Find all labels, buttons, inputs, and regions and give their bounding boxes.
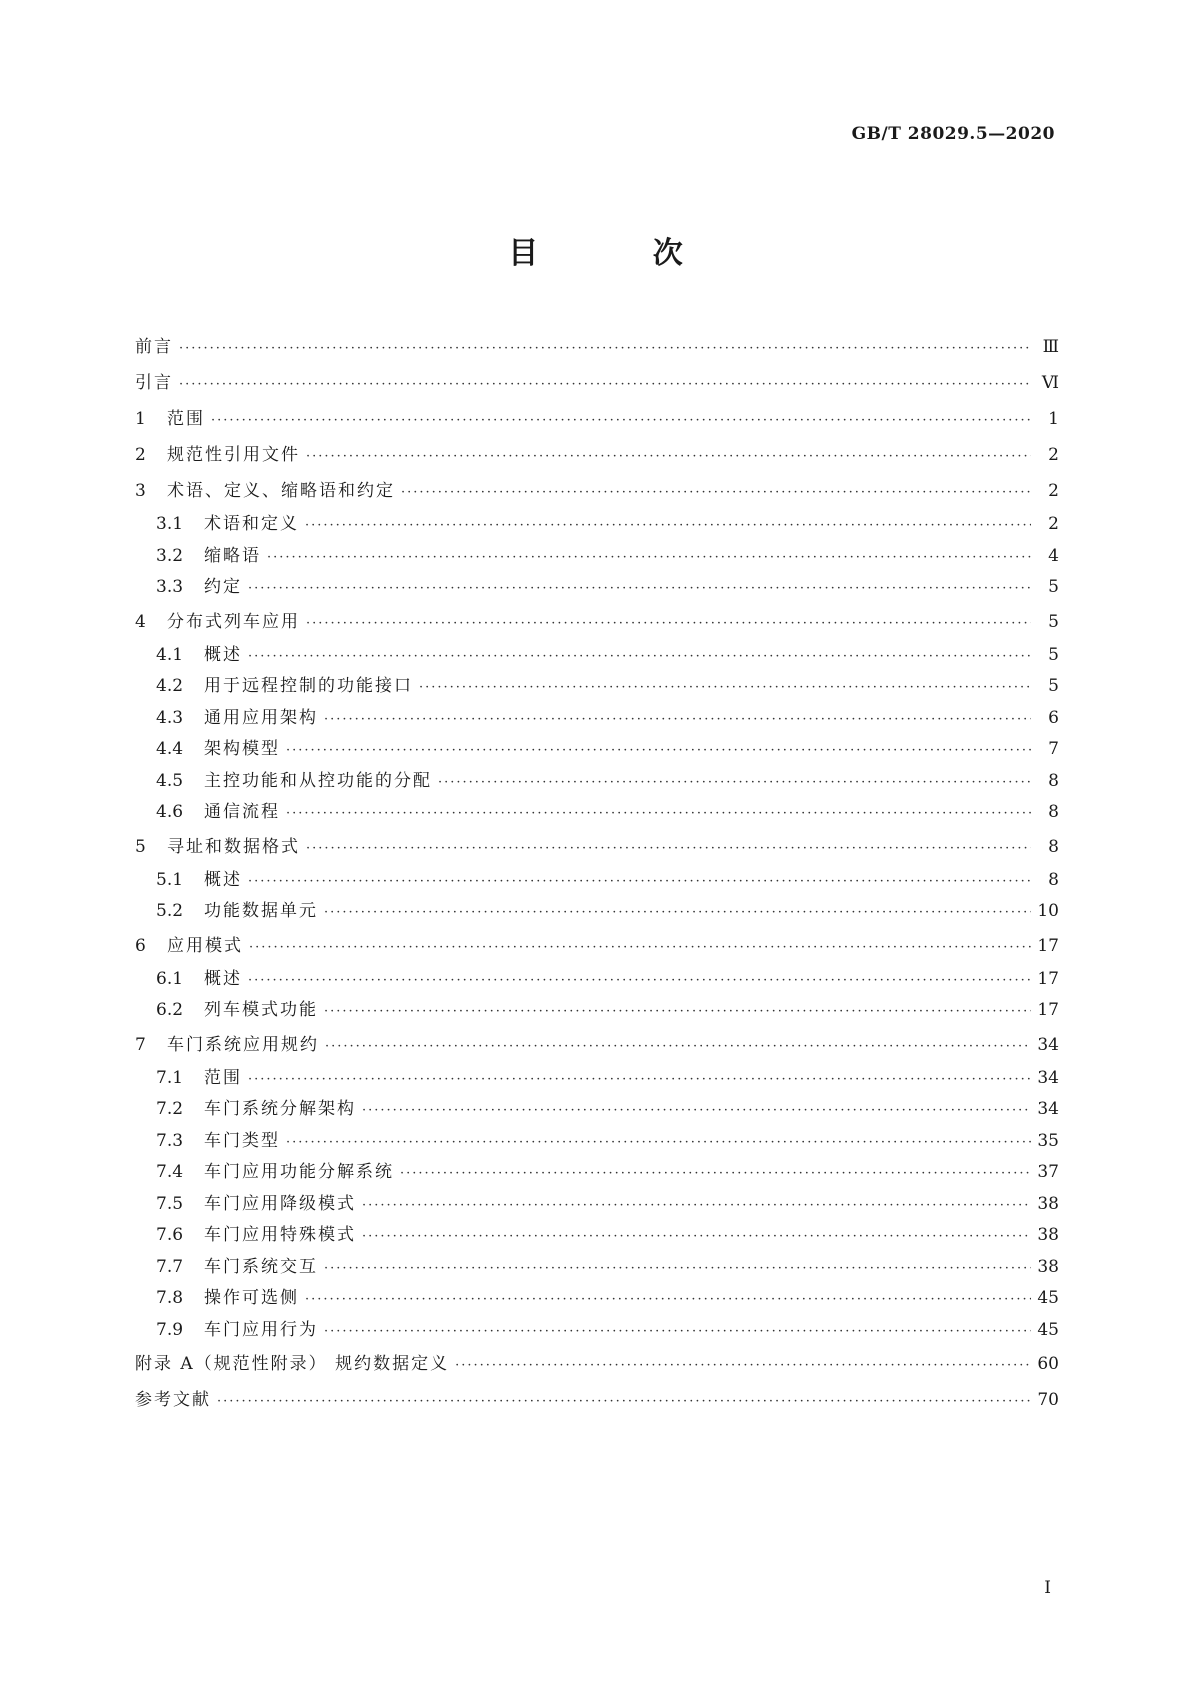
- dot-leader: [438, 767, 1031, 799]
- toc-entry-label: 概述: [204, 644, 242, 665]
- table-of-contents: [135, 329, 1059, 1418]
- toc-entry-page: 7: [1048, 739, 1059, 759]
- toc-entry-7-1[interactable]: [135, 1063, 1059, 1095]
- dot-leader: [362, 1190, 1031, 1222]
- dot-leader: [305, 510, 1031, 542]
- toc-entry-page: 8: [1048, 836, 1059, 857]
- toc-entry-5[interactable]: [135, 829, 1059, 865]
- toc-entry-4[interactable]: [135, 604, 1059, 640]
- dot-leader: [248, 641, 1031, 673]
- toc-entry-page: 2: [1048, 514, 1059, 534]
- toc-entry-number: 7.1: [156, 1067, 184, 1088]
- toc-entry-7-9[interactable]: [135, 1315, 1059, 1347]
- toc-entry-label: 车门系统应用规约: [167, 1034, 319, 1055]
- toc-entry-7-7[interactable]: [135, 1252, 1059, 1284]
- dot-leader: [324, 897, 1031, 929]
- toc-entry-page: 34: [1037, 1099, 1059, 1119]
- toc-entry-page: 35: [1037, 1130, 1059, 1151]
- toc-entry-page: 5: [1048, 644, 1059, 665]
- toc-entry-label: 车门应用功能分解系统: [204, 1162, 394, 1182]
- toc-entry-label: 缩略语: [204, 545, 261, 566]
- toc-entry-number: 6.1: [156, 968, 184, 989]
- toc-entry-page: 2: [1048, 445, 1059, 465]
- toc-entry-6-2[interactable]: [135, 995, 1059, 1027]
- toc-entry-label: 约定: [204, 577, 242, 597]
- toc-entry-number: 5.2: [156, 901, 184, 921]
- toc-entry-label: 术语、定义、缩略语和约定: [167, 481, 395, 501]
- toc-entry-page: 34: [1037, 1034, 1059, 1055]
- toc-entry-number: 3: [135, 481, 146, 501]
- dot-leader: [248, 965, 1031, 997]
- toc-entry-3-3[interactable]: [135, 572, 1059, 604]
- toc-entry-4-5[interactable]: [135, 766, 1059, 798]
- page-title: 目 次: [508, 236, 735, 271]
- dot-leader: [324, 1316, 1031, 1348]
- toc-entry-label: 列车模式功能: [204, 1000, 318, 1020]
- toc-entry-number: 7.7: [156, 1256, 184, 1277]
- toc-entry-7-8[interactable]: [135, 1283, 1059, 1315]
- toc-entry-label: 架构模型: [204, 739, 280, 759]
- toc-entry-5-2[interactable]: [135, 896, 1059, 928]
- toc-entry-page: 8: [1048, 869, 1059, 890]
- toc-entry-number: 4.6: [156, 802, 184, 822]
- toc-entry-label: 用于远程控制的功能接口: [204, 676, 413, 696]
- dot-leader: [455, 1348, 1031, 1384]
- toc-entry-page: 17: [1037, 968, 1059, 989]
- toc-entry-4-1[interactable]: [135, 640, 1059, 672]
- dot-leader: [400, 1158, 1031, 1190]
- toc-entry-3-2[interactable]: [135, 541, 1059, 573]
- dot-leader: [217, 1384, 1031, 1420]
- toc-entry-number: 2: [135, 445, 146, 465]
- toc-entry-page: 38: [1037, 1193, 1059, 1214]
- toc-entry-4-3[interactable]: [135, 703, 1059, 735]
- toc-entry-number: 4.1: [156, 644, 184, 665]
- toc-entry-page: 60: [1037, 1354, 1059, 1374]
- toc-entry-preface[interactable]: [135, 329, 1059, 365]
- toc-entry-bibliography[interactable]: [135, 1382, 1059, 1418]
- toc-entry-number: 5.1: [156, 869, 184, 890]
- toc-entry-4-6[interactable]: [135, 797, 1059, 829]
- toc-entry-page: 37: [1037, 1162, 1059, 1182]
- toc-entry-label: 车门应用行为: [204, 1319, 318, 1340]
- toc-entry-page: 8: [1048, 770, 1059, 791]
- toc-entry-number: 6.2: [156, 1000, 184, 1020]
- toc-entry-label: 参考文献: [135, 1390, 211, 1410]
- toc-entry-label: 规范性引用文件: [167, 445, 300, 465]
- dot-leader: [325, 1029, 1031, 1065]
- toc-entry-4-4[interactable]: [135, 734, 1059, 766]
- dot-leader: [248, 1064, 1031, 1096]
- toc-entry-label: 寻址和数据格式: [167, 836, 300, 857]
- toc-entry-6[interactable]: [135, 928, 1059, 964]
- toc-entry-label: 车门应用降级模式: [204, 1193, 356, 1214]
- toc-entry-number: 7: [135, 1034, 146, 1055]
- toc-entry-5-1[interactable]: [135, 865, 1059, 897]
- toc-entry-number: 7.9: [156, 1319, 184, 1340]
- dot-leader: [306, 606, 1031, 642]
- toc-entry-label: 范围: [204, 1067, 242, 1088]
- toc-entry-label: 引言: [135, 373, 173, 393]
- dot-leader: [286, 735, 1031, 767]
- toc-entry-number: 4.5: [156, 770, 184, 791]
- dot-leader: [248, 573, 1031, 605]
- toc-entry-7-6[interactable]: [135, 1220, 1059, 1252]
- toc-entry-page: 5: [1048, 611, 1059, 632]
- dot-leader: [306, 831, 1031, 867]
- toc-entry-label: 车门应用特殊模式: [204, 1225, 356, 1245]
- toc-entry-7-4[interactable]: [135, 1157, 1059, 1189]
- toc-entry-page: 34: [1037, 1067, 1059, 1088]
- toc-entry-label: 车门类型: [204, 1130, 280, 1151]
- toc-entry-page: 5: [1048, 577, 1059, 597]
- toc-entry-page: 2: [1048, 481, 1059, 501]
- toc-entry-7-2[interactable]: [135, 1094, 1059, 1126]
- toc-entry-page: 45: [1037, 1319, 1059, 1340]
- toc-entry-page: Ⅵ: [1041, 373, 1059, 393]
- toc-entry-page: 17: [1037, 935, 1059, 956]
- dot-leader: [248, 866, 1031, 898]
- dot-leader: [179, 367, 1031, 403]
- toc-entry-label: 概述: [204, 869, 242, 890]
- toc-entry-label: 操作可选侧: [204, 1288, 299, 1308]
- toc-entry-page: 38: [1037, 1256, 1059, 1277]
- toc-entry-number: 7.8: [156, 1288, 184, 1308]
- toc-entry-label: 范围: [167, 409, 205, 429]
- toc-entry-label: 附录 A（规范性附录） 规约数据定义: [135, 1354, 450, 1374]
- toc-entry-label: 通信流程: [204, 802, 280, 822]
- toc-entry-4-2[interactable]: [135, 671, 1059, 703]
- dot-leader: [362, 1095, 1031, 1127]
- toc-entry-label: 通用应用架构: [204, 707, 318, 728]
- toc-entry-number: 3.3: [156, 577, 184, 597]
- standard-code: GB/T 28029.5—2020: [851, 124, 1055, 144]
- toc-entry-label: 应用模式: [167, 935, 243, 956]
- dot-leader: [401, 475, 1031, 511]
- dot-leader: [419, 672, 1031, 704]
- toc-entry-page: 17: [1037, 1000, 1059, 1020]
- dot-leader: [249, 930, 1031, 966]
- toc-entry-label: 主控功能和从控功能的分配: [204, 770, 432, 791]
- toc-entry-page: 5: [1048, 676, 1059, 696]
- dot-leader: [179, 331, 1031, 367]
- toc-entry-number: 7.5: [156, 1193, 184, 1214]
- dot-leader: [306, 439, 1031, 475]
- toc-entry-label: 分布式列车应用: [167, 611, 300, 632]
- toc-entry-number: 4.2: [156, 676, 184, 696]
- toc-entry-number: 3.2: [156, 545, 184, 566]
- toc-entry-3[interactable]: [135, 473, 1059, 509]
- toc-entry-number: 7.4: [156, 1162, 184, 1182]
- toc-entry-page: 10: [1037, 901, 1059, 921]
- toc-entry-number: 7.2: [156, 1099, 184, 1119]
- toc-entry-page: 45: [1037, 1288, 1059, 1308]
- toc-entry-number: 4.3: [156, 707, 184, 728]
- dot-leader: [362, 1221, 1031, 1253]
- dot-leader: [267, 542, 1031, 574]
- toc-entry-page: Ⅲ: [1042, 337, 1059, 357]
- toc-entry-introduction[interactable]: [135, 365, 1059, 401]
- toc-entry-label: 车门系统分解架构: [204, 1099, 356, 1119]
- toc-entry-number: 7.3: [156, 1130, 184, 1151]
- toc-entry-label: 术语和定义: [204, 514, 299, 534]
- toc-entry-number: 5: [135, 836, 146, 857]
- dot-leader: [324, 996, 1031, 1028]
- page-number: I: [1044, 1578, 1051, 1598]
- toc-entry-7-5[interactable]: [135, 1189, 1059, 1221]
- dot-leader: [286, 798, 1031, 830]
- toc-entry-annex-a[interactable]: [135, 1346, 1059, 1382]
- toc-entry-label: 功能数据单元: [204, 901, 318, 921]
- toc-entry-number: 4.4: [156, 739, 184, 759]
- toc-entry-number: 7.6: [156, 1225, 184, 1245]
- toc-entry-number: 3.1: [156, 514, 184, 534]
- toc-entry-2[interactable]: [135, 437, 1059, 473]
- dot-leader: [324, 1253, 1031, 1285]
- dot-leader: [324, 704, 1031, 736]
- dot-leader: [305, 1284, 1031, 1316]
- toc-entry-page: 6: [1048, 707, 1059, 728]
- toc-entry-page: 4: [1048, 545, 1059, 566]
- dot-leader: [211, 403, 1031, 439]
- toc-entry-number: 6: [135, 935, 146, 956]
- toc-entry-label: 概述: [204, 968, 242, 989]
- dot-leader: [286, 1127, 1031, 1159]
- toc-entry-label: 车门系统交互: [204, 1256, 318, 1277]
- toc-entry-page: 1: [1048, 409, 1059, 429]
- toc-entry-number: 1: [135, 409, 146, 429]
- toc-entry-page: 70: [1037, 1390, 1059, 1410]
- toc-entry-6-1[interactable]: [135, 964, 1059, 996]
- toc-entry-7[interactable]: [135, 1027, 1059, 1063]
- toc-entry-page: 8: [1048, 802, 1059, 822]
- toc-entry-label: 前言: [135, 337, 173, 357]
- toc-entry-page: 38: [1037, 1225, 1059, 1245]
- toc-entry-3-1[interactable]: [135, 509, 1059, 541]
- toc-entry-1[interactable]: [135, 401, 1059, 437]
- toc-entry-number: 4: [135, 611, 146, 632]
- toc-entry-7-3[interactable]: [135, 1126, 1059, 1158]
